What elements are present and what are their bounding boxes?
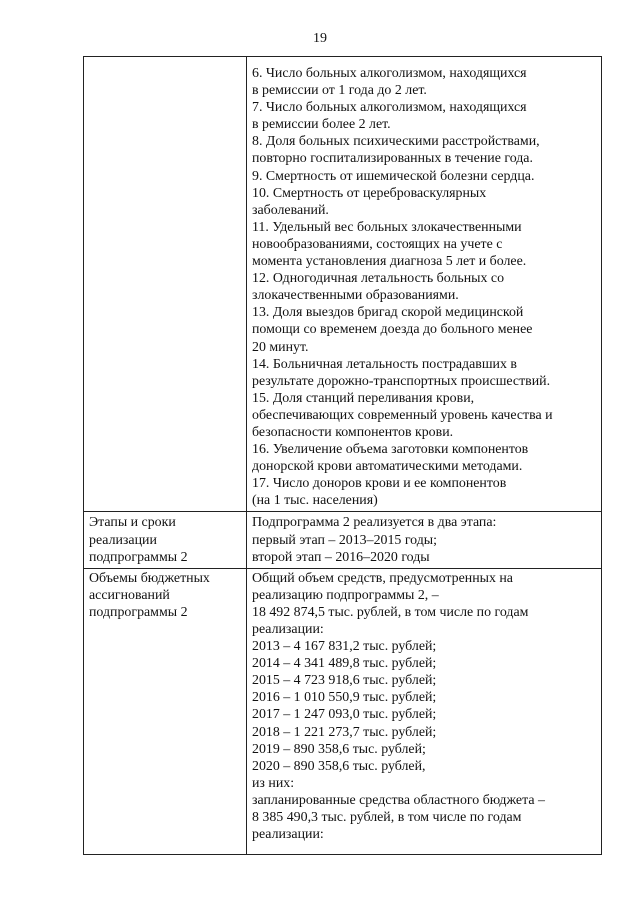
indicator-text-line: злокачественными образованиями. bbox=[252, 288, 459, 304]
indicator-text-line: 17. Число доноров крови и ее компонентов bbox=[252, 476, 507, 492]
indicator-text-line: 20 минут. bbox=[252, 339, 309, 355]
budget-text-line: 8 385 490,3 тыс. рублей, в том числе по годам bbox=[252, 810, 522, 826]
stage-text-line: Подпрограмма 2 реализуется в два этапа: bbox=[252, 515, 497, 531]
indicator-text-line: 15. Доля станций переливания крови, bbox=[252, 390, 475, 406]
row-label-line: реализации bbox=[89, 532, 157, 548]
budget-text-line: 2018 – 1 221 273,7 тыс. рублей; bbox=[252, 724, 437, 740]
budget-volume-label-cell bbox=[84, 568, 247, 855]
stage-text-line: второй этап – 2016–2020 годы bbox=[252, 549, 430, 565]
table-row-indicators bbox=[84, 57, 602, 512]
budget-text-line: из них: bbox=[252, 775, 295, 791]
indicator-text-line: донорской крови автоматическими методами. bbox=[252, 459, 523, 475]
indicator-text-line: результате дорожно-транспортных происшествий. bbox=[252, 373, 551, 389]
budget-text-line: 2019 – 890 358,6 тыс. рублей; bbox=[252, 741, 426, 757]
budget-text-line: запланированные средства областного бюджета – bbox=[252, 792, 545, 808]
budget-text-line: 18 492 874,5 тыс. рублей, в том числе по годам bbox=[252, 604, 529, 620]
budget-text-line: реализации: bbox=[252, 622, 324, 637]
budget-text-line: 2017 – 1 247 093,0 тыс. рублей; bbox=[252, 707, 437, 723]
indicator-text-line: в ремиссии от 1 года до 2 лет. bbox=[252, 83, 427, 99]
stages-label-cell bbox=[84, 512, 247, 568]
budget-text-line: реализации: bbox=[252, 827, 324, 843]
indicator-text-line: новообразованиями, состоящих на учете с bbox=[252, 236, 503, 252]
indicator-text-line: в ремиссии более 2 лет. bbox=[252, 117, 391, 133]
indicator-text-line: 7. Число больных алкоголизмом, находящихся bbox=[252, 100, 527, 116]
budget-text-line: 2016 – 1 010 550,9 тыс. рублей; bbox=[252, 690, 437, 706]
stage-text-line: первый этап – 2013–2015 годы; bbox=[252, 532, 437, 548]
row-label-line: подпрограммы 2 bbox=[89, 549, 188, 565]
indicator-text-line: 11. Удельный вес больных злокачественными bbox=[252, 219, 522, 235]
budget-text-line: 2014 – 4 341 489,8 тыс. рублей; bbox=[252, 656, 437, 672]
row-label-line: Этапы и сроки bbox=[89, 515, 176, 531]
indicator-text-line: безопасности компонентов крови. bbox=[252, 424, 454, 440]
indicator-text-line: обеспечивающих современный уровень качества и bbox=[252, 407, 553, 423]
budget-text-line: 2015 – 4 723 918,6 тыс. рублей; bbox=[252, 673, 437, 689]
table-row-stages bbox=[84, 512, 602, 568]
row-label-line: Объемы бюджетных bbox=[89, 570, 210, 586]
indicator-text-line: помощи со временем доезда до больного менее bbox=[252, 322, 533, 338]
budget-volume-value-cell bbox=[247, 568, 602, 855]
indicator-text-line: момента установления диагноза 5 лет и более. bbox=[252, 254, 527, 270]
stages-value-cell bbox=[247, 512, 602, 568]
indicator-text-line: 8. Доля больных психическими расстройствами, bbox=[252, 134, 540, 150]
indicator-text-line: 9. Смертность от ишемической болезни сердца. bbox=[252, 168, 535, 184]
indicator-text-line: 6. Число больных алкоголизмом, находящихся bbox=[252, 66, 527, 81]
indicator-text-line: 14. Больничная летальность пострадавших в bbox=[252, 356, 517, 372]
row-label-line: ассигнований bbox=[89, 587, 170, 603]
row-label-line: подпрограммы 2 bbox=[89, 604, 188, 620]
indicator-text-line: 16. Увеличение объема заготовки компонентов bbox=[252, 442, 529, 458]
budget-text-line: реализацию подпрограммы 2, – bbox=[252, 587, 439, 603]
budget-text-line: 2013 – 4 167 831,2 тыс. рублей; bbox=[252, 639, 437, 655]
indicator-text-line: повторно госпитализированных в течение года. bbox=[252, 151, 533, 167]
indicator-text-line: (на 1 тыс. населения) bbox=[252, 493, 378, 509]
indicator-text-line: 10. Смертность от цереброваскулярных bbox=[252, 185, 487, 201]
budget-text-line: Общий объем средств, предусмотренных на bbox=[252, 570, 513, 586]
page-number: 19 bbox=[313, 31, 327, 46]
indicator-text-line: 13. Доля выездов бригад скорой медицинской bbox=[252, 305, 524, 321]
passport-table bbox=[83, 56, 602, 855]
indicator-text-line: заболеваний. bbox=[252, 202, 329, 218]
table-row-budget-volume bbox=[84, 568, 602, 855]
indicators-value-cell bbox=[247, 57, 602, 512]
indicator-text-line: 12. Одногодичная летальность больных со bbox=[252, 271, 505, 287]
budget-text-line: 2020 – 890 358,6 тыс. рублей, bbox=[252, 758, 426, 774]
indicators-label-cell bbox=[84, 57, 247, 512]
